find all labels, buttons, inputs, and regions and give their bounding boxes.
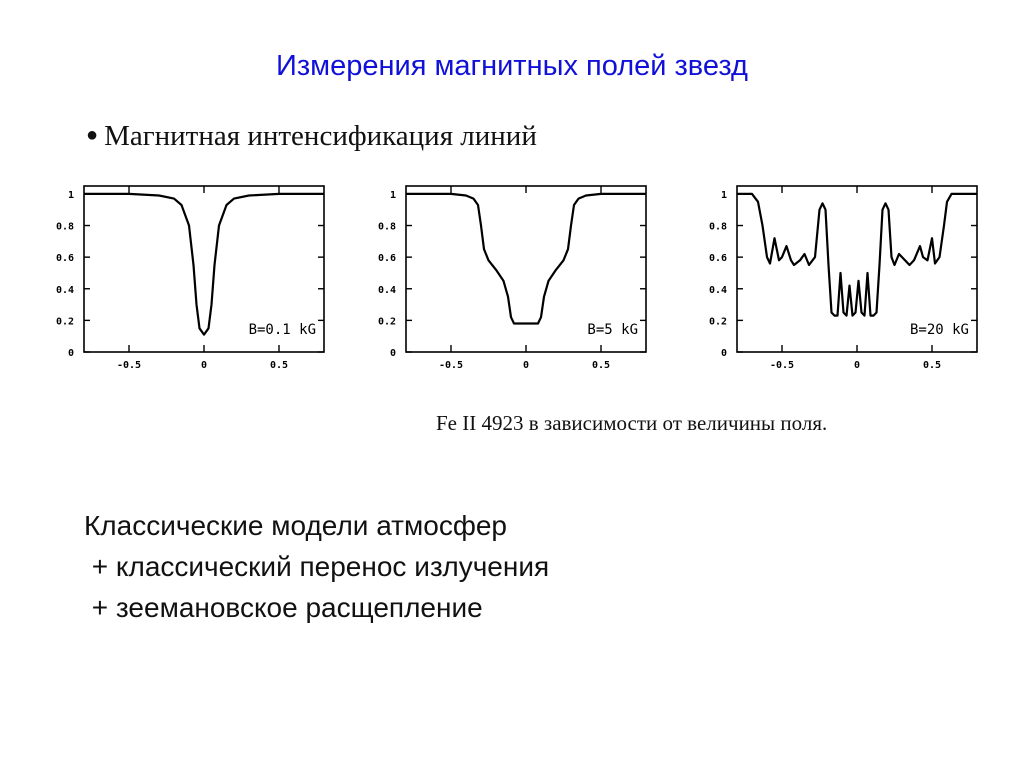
figure-caption: Fe II 4923 в зависимости от величины поля. [436,411,828,435]
y-tick-label: 0 [67,348,74,359]
y-tick-label: 0.6 [55,253,74,265]
y-tick-label: 0.4 [377,284,396,296]
note-line-1: Классические модели атмосфер [84,510,507,541]
chart-svg-3 [703,176,985,372]
bullet-icon: ● [86,124,99,146]
y-tick-label: 0.4 [55,284,74,296]
y-tick-label: 0 [720,348,727,359]
line-profile-plot-1 [50,176,332,372]
chart-svg-1 [50,176,332,372]
note-line-2: + классический перенос излучения [84,551,550,582]
y-tick-label: 0.8 [377,221,396,233]
y-tick-label: 0.8 [708,221,727,233]
x-tick-label: 0 [853,360,861,371]
profile-line [406,194,646,324]
profile-line [737,194,977,316]
x-tick-label: -0.5 [769,360,795,371]
field-annotation: B=5 kG [587,322,638,338]
line-profile-plot-3 [703,176,985,372]
slide-title: Измерения магнитных полей звезд [276,50,748,82]
y-tick-label: 0.2 [55,316,74,328]
notes-block [84,505,549,628]
chart-svg-2 [372,176,654,372]
note-line-3: + зеемановское расщепление [84,592,483,623]
x-tick-label: 0.5 [591,360,611,371]
profile-line [84,194,324,335]
y-tick-label: 0.4 [708,284,727,296]
y-tick-label: 1 [720,189,727,201]
y-tick-label: 0.2 [708,316,727,328]
x-tick-label: 0 [200,360,208,371]
x-tick-label: -0.5 [438,360,464,371]
field-annotation: B=20 kG [909,322,969,338]
x-tick-label: 0.5 [922,360,942,371]
y-tick-label: 1 [67,189,74,201]
y-tick-label: 0.6 [708,253,727,265]
line-profile-plot-2 [372,176,654,372]
field-annotation: B=0.1 kG [248,322,316,338]
bullet-item [86,120,537,153]
y-tick-label: 0.2 [377,316,396,328]
y-tick-label: 0.8 [55,221,74,233]
x-tick-label: 0.5 [269,360,289,371]
y-tick-label: 0 [389,348,396,359]
y-tick-label: 1 [389,189,396,201]
x-tick-label: 0 [522,360,530,371]
y-tick-label: 0.6 [377,253,396,265]
bullet-text: Магнитная интенсификация линий [104,120,537,152]
x-tick-label: -0.5 [116,360,142,371]
